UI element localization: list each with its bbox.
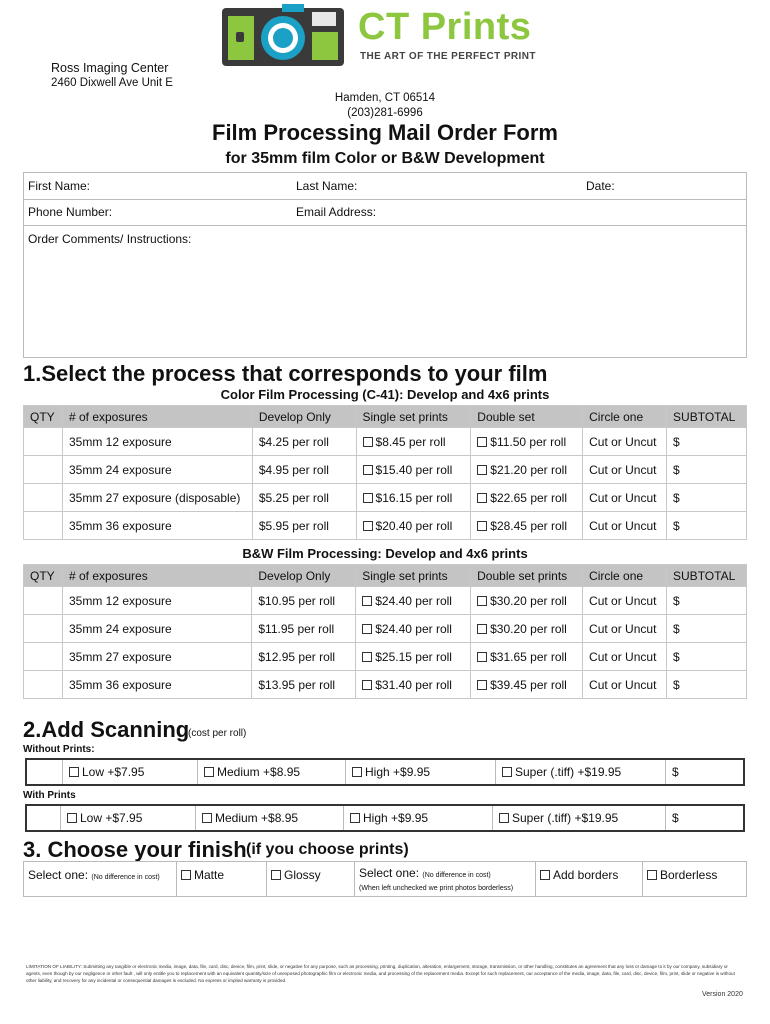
liability-text: LIMITATION OF LIABILITY: Submitting any tangible or electronic media, image, data, file, card, disc, device, film, print, slide, or negative for any purpose, such as processing, printing, duplication, alteration, enlargement, storage, transmission, or other handling, constitutes an agreement that any loss or damage to it by our company, subsidiary or agents, even though by our negligence or other fault , will only entitle you to replacement with an equivalent quantity/size of unexposed photographic film or electronic media, and processing of the replacement media. Except for such replacement, our acceptance of the media, image, data, file, card, disc, device, film, print, slide or negative is without other liability, and recovery for any incidental or consequential damages is excluded. No express or implied warranty is provided. <box>26 964 735 983</box>
section3-note: (if you choose prints) <box>246 841 409 858</box>
checkbox[interactable] <box>362 596 372 606</box>
comments-field[interactable]: Order Comments/ Instructions: <box>28 232 192 246</box>
checkbox[interactable] <box>477 521 487 531</box>
bw-heading: B&W Film Processing: Develop and 4x6 prints <box>242 546 528 561</box>
brand-tagline: THE ART OF THE PERFECT PRINT <box>360 51 536 62</box>
checkbox[interactable] <box>477 624 487 634</box>
email-field[interactable]: Email Address: <box>296 205 377 219</box>
col-header: Develop Only <box>252 406 356 428</box>
checkbox[interactable] <box>477 493 487 503</box>
table-row <box>24 643 747 671</box>
develop-price: $11.95 per roll <box>252 615 356 643</box>
checkbox[interactable] <box>477 437 487 447</box>
double-set-option[interactable]: $30.20 per roll <box>471 615 583 643</box>
checkbox[interactable] <box>477 680 487 690</box>
checkbox[interactable] <box>352 767 362 777</box>
checkbox[interactable] <box>363 493 373 503</box>
version-label: Version 2020 <box>702 991 743 998</box>
subtotal-field[interactable]: $ <box>665 760 685 784</box>
qty-input[interactable] <box>24 456 63 484</box>
subtotal-field[interactable]: $ <box>665 806 685 830</box>
phone-field[interactable]: Phone Number: <box>28 205 113 219</box>
subtotal-field[interactable]: $ <box>667 456 747 484</box>
matte-option[interactable]: Matte <box>176 862 228 896</box>
checkbox[interactable] <box>540 870 550 880</box>
single-set-option[interactable]: $25.15 per roll <box>356 643 471 671</box>
subtotal-field[interactable]: $ <box>667 587 747 615</box>
section2-heading: 2.Add Scanning <box>23 717 190 742</box>
shop-name: Ross Imaging Center <box>51 61 169 75</box>
col-header: Single set prints <box>356 565 471 587</box>
subtotal-field[interactable]: $ <box>667 484 747 512</box>
table-row <box>24 512 747 540</box>
border-select-label: Select one: (No difference in cost) (When left unchecked we print photos borderless) <box>354 862 517 896</box>
col-header: QTY <box>24 565 63 587</box>
cut-option[interactable]: Cut or Uncut <box>583 512 667 540</box>
develop-price: $10.95 per roll <box>252 587 356 615</box>
double-set-option[interactable]: $31.65 per roll <box>471 643 583 671</box>
checkbox[interactable] <box>202 813 212 823</box>
single-set-option[interactable]: $24.40 per roll <box>356 615 471 643</box>
camera-logo-icon <box>222 4 344 66</box>
exposure-cell: 35mm 12 exposure <box>62 428 252 456</box>
brand-name: CT Prints <box>358 6 532 48</box>
table-row <box>24 615 747 643</box>
table-row <box>24 428 747 456</box>
exposure-cell: 35mm 24 exposure <box>62 456 252 484</box>
develop-price: $5.95 per roll <box>252 512 356 540</box>
single-set-option[interactable]: $24.40 per roll <box>356 587 471 615</box>
develop-price: $12.95 per roll <box>252 643 356 671</box>
date-field[interactable]: Date: <box>586 179 615 193</box>
col-header: SUBTOTAL <box>667 406 747 428</box>
bw-table <box>23 564 747 699</box>
checkbox[interactable] <box>350 813 360 823</box>
scan-high-option[interactable]: High +$9.95 <box>343 806 434 830</box>
checkbox[interactable] <box>362 652 372 662</box>
checkbox[interactable] <box>362 624 372 634</box>
exposure-cell: 35mm 27 exposure (disposable) <box>62 484 252 512</box>
double-set-option[interactable]: $30.20 per roll <box>471 587 583 615</box>
section3-heading: 3. Choose your finish <box>23 837 247 862</box>
qty-input[interactable] <box>24 428 63 456</box>
scan-without-prints-row <box>25 758 745 786</box>
table-header-row <box>24 565 747 587</box>
double-set-option[interactable]: $39.45 per roll <box>471 671 583 699</box>
subtotal-field[interactable]: $ <box>667 671 747 699</box>
finish-select-label: Select one: (No difference in cost) <box>28 868 160 882</box>
cut-option[interactable]: Cut or Uncut <box>583 587 667 615</box>
col-header: # of exposures <box>62 565 251 587</box>
scan-low-option[interactable]: Low +$7.95 <box>60 806 148 830</box>
col-header: Circle one <box>583 406 667 428</box>
scan-with-prints-row <box>25 804 745 832</box>
develop-price: $13.95 per roll <box>252 671 356 699</box>
scan-high-option[interactable]: High +$9.95 <box>345 760 436 784</box>
checkbox[interactable] <box>67 813 77 823</box>
checkbox[interactable] <box>477 596 487 606</box>
checkbox[interactable] <box>647 870 657 880</box>
col-header: Double set <box>471 406 583 428</box>
col-header: Double set prints <box>471 565 583 587</box>
col-header: Single set prints <box>356 406 471 428</box>
checkbox[interactable] <box>363 521 373 531</box>
exposure-cell: 35mm 24 exposure <box>62 615 251 643</box>
subtotal-field[interactable]: $ <box>667 615 747 643</box>
checkbox[interactable] <box>477 465 487 475</box>
section2-note: (cost per roll) <box>188 728 247 739</box>
checkbox[interactable] <box>69 767 79 777</box>
cut-option[interactable]: Cut or Uncut <box>583 615 667 643</box>
exposure-cell: 35mm 12 exposure <box>62 587 251 615</box>
single-set-option[interactable]: $8.45 per roll <box>356 428 471 456</box>
subtotal-field[interactable]: $ <box>667 643 747 671</box>
scan-super-option[interactable]: Super (.tiff) +$19.95 <box>495 760 627 784</box>
col-header: Develop Only <box>252 565 356 587</box>
checkbox[interactable] <box>499 813 509 823</box>
shop-phone: (203)281-6996 <box>347 107 423 119</box>
qty-input[interactable] <box>24 587 63 615</box>
exposure-cell: 35mm 36 exposure <box>62 512 252 540</box>
form-subtitle: for 35mm film Color or B&W Development <box>225 150 545 167</box>
single-set-option[interactable]: $16.15 per roll <box>356 484 471 512</box>
table-header-row <box>24 406 747 428</box>
add-borders-option[interactable]: Add borders <box>535 862 622 896</box>
double-set-option[interactable]: $22.65 per roll <box>471 484 583 512</box>
shop-city: Hamden, CT 06514 <box>334 92 436 104</box>
develop-price: $4.25 per roll <box>252 428 356 456</box>
qty-input[interactable] <box>24 615 63 643</box>
first-name-field[interactable]: First Name: <box>28 179 91 193</box>
develop-price: $5.25 per roll <box>252 484 356 512</box>
scan-medium-option[interactable]: Medium +$8.95 <box>197 760 306 784</box>
col-header: SUBTOTAL <box>667 565 747 587</box>
section1-heading: 1.Select the process that corresponds to your film <box>23 361 548 386</box>
borderless-option[interactable]: Borderless <box>642 862 721 896</box>
single-set-option[interactable]: $31.40 per roll <box>356 671 471 699</box>
checkbox[interactable] <box>363 465 373 475</box>
col-header: Circle one <box>583 565 667 587</box>
shop-street: 2460 Dixwell Ave Unit E <box>51 77 173 89</box>
qty-input[interactable] <box>24 512 63 540</box>
checkbox[interactable] <box>271 870 281 880</box>
cut-option[interactable]: Cut or Uncut <box>583 484 667 512</box>
glossy-option[interactable]: Glossy <box>266 862 325 896</box>
cut-option[interactable]: Cut or Uncut <box>583 671 667 699</box>
exposure-cell: 35mm 36 exposure <box>62 671 251 699</box>
color-table <box>23 405 747 540</box>
table-row <box>24 456 747 484</box>
scan-super-option[interactable]: Super (.tiff) +$19.95 <box>492 806 624 830</box>
scan-low-option[interactable]: Low +$7.95 <box>62 760 150 784</box>
table-row <box>24 587 747 615</box>
col-header: QTY <box>24 406 63 428</box>
color-heading: Color Film Processing (C-41): Develop and 4x6 prints <box>220 387 550 402</box>
last-name-field[interactable]: Last Name: <box>296 179 358 193</box>
single-set-option[interactable]: $20.40 per roll <box>356 512 471 540</box>
finish-box <box>23 861 747 897</box>
cut-option[interactable]: Cut or Uncut <box>583 428 667 456</box>
develop-price: $4.95 per roll <box>252 456 356 484</box>
qty-input[interactable] <box>24 671 63 699</box>
subtotal-field[interactable]: $ <box>667 512 747 540</box>
checkbox[interactable] <box>362 680 372 690</box>
cut-option[interactable]: Cut or Uncut <box>583 643 667 671</box>
checkbox[interactable] <box>363 437 373 447</box>
subtotal-field[interactable]: $ <box>667 428 747 456</box>
checkbox[interactable] <box>204 767 214 777</box>
checkbox[interactable] <box>181 870 191 880</box>
form-title: Film Processing Mail Order Form <box>212 120 558 145</box>
table-row <box>24 671 747 699</box>
scan-medium-option[interactable]: Medium +$8.95 <box>195 806 304 830</box>
col-header: # of exposures <box>62 406 252 428</box>
double-set-option[interactable]: $11.50 per roll <box>471 428 583 456</box>
checkbox[interactable] <box>477 652 487 662</box>
with-prints-label: With Prints <box>23 790 76 801</box>
checkbox[interactable] <box>502 767 512 777</box>
double-set-option[interactable]: $21.20 per roll <box>471 456 583 484</box>
single-set-option[interactable]: $15.40 per roll <box>356 456 471 484</box>
exposure-cell: 35mm 27 exposure <box>62 643 251 671</box>
cut-option[interactable]: Cut or Uncut <box>583 456 667 484</box>
qty-input[interactable] <box>24 643 63 671</box>
without-prints-label: Without Prints: <box>23 744 95 755</box>
customer-info-box <box>23 172 747 358</box>
table-row <box>24 484 747 512</box>
qty-input[interactable] <box>24 484 63 512</box>
double-set-option[interactable]: $28.45 per roll <box>471 512 583 540</box>
